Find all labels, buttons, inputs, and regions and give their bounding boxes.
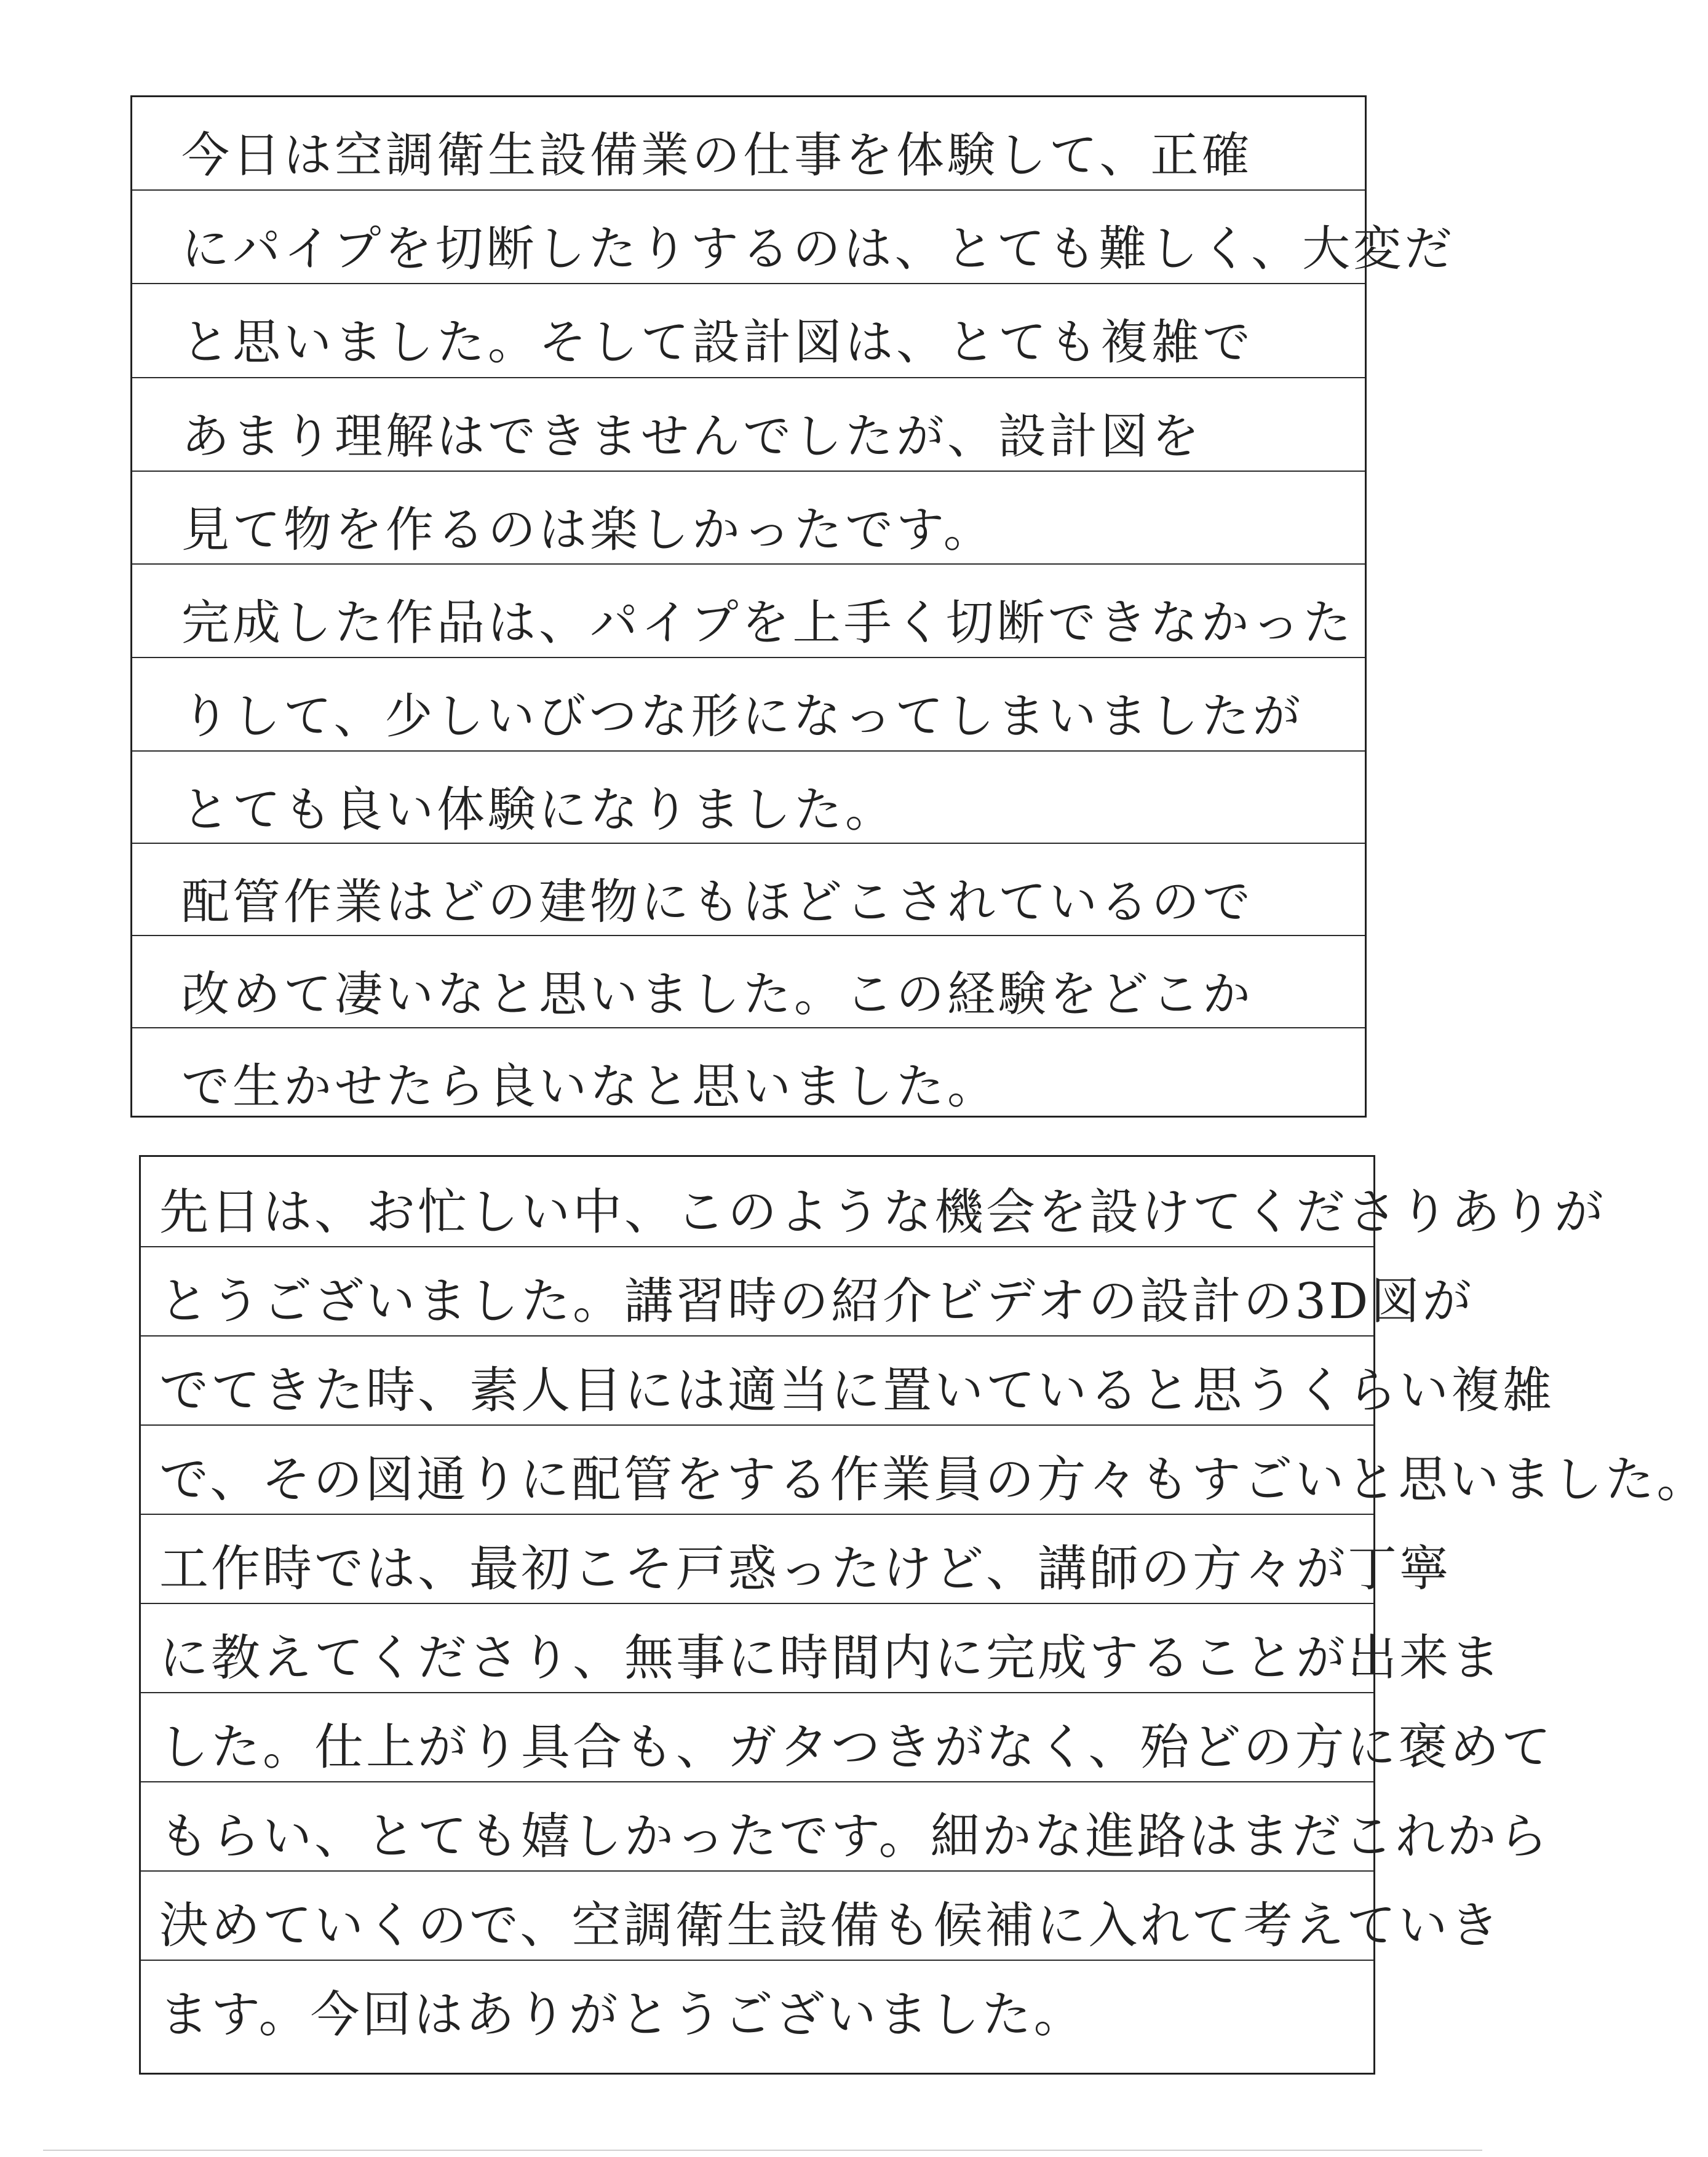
ruled-line	[132, 750, 1365, 752]
essay-2-line-2: とうございました。講習時の紹介ビデオの設計の3D図が	[159, 1273, 1474, 1330]
essay-2-line-9: 決めていくので、空調衛生設備も候補に入れて考えていき	[159, 1897, 1502, 1954]
essay-2-line-5: 工作時では、最初こそ戸惑ったけど、講師の方々が丁寧	[159, 1540, 1451, 1597]
essay-1-line-6: 完成した作品は、パイプを上手く切断できなかった	[181, 595, 1354, 651]
essay-sheet-2	[139, 1155, 1708, 2075]
ruled-line	[141, 1514, 1373, 1515]
ruled-line	[132, 935, 1365, 936]
essay-1-line-9: 配管作業はどの建物にもほどこされているので	[181, 875, 1254, 930]
essay-1-line-2: にパイプを切断したりするのは、とても難しく、大変だ	[181, 221, 1456, 277]
ruled-line	[141, 1781, 1373, 1782]
essay-1-line-8: とても良い体験になりました。	[181, 782, 897, 838]
essay-1-line-10: 改めて凄いなと思いました。この経験をどこか	[181, 967, 1254, 1022]
ruled-line	[141, 1424, 1373, 1426]
ruled-line	[132, 471, 1365, 472]
ruled-line	[141, 1246, 1373, 1247]
ruled-line	[132, 377, 1365, 378]
essay-1-line-3: と思いました。そして設計図は、とても複雑で	[181, 315, 1254, 370]
essay-2-line-7: した。仕上がり具合も、ガタつきがなく、殆どの方に褒めて	[159, 1718, 1554, 1776]
ruled-line	[132, 843, 1365, 844]
essay-1-line-4: あまり理解はできませんでしたが、設計図を	[181, 409, 1203, 464]
ruled-line	[141, 1870, 1373, 1872]
essay-2-line-1: 先日は、お忙しい中、このような機会を設けてくださりありが	[159, 1183, 1606, 1241]
ruled-line	[141, 1603, 1373, 1604]
ruled-line	[132, 563, 1365, 565]
ruled-line	[132, 657, 1365, 658]
essay-1-line-11: で生かせたら良いなと思いました。	[181, 1059, 999, 1114]
ruled-line	[132, 189, 1365, 191]
essay-2-line-10: ます。今回はありがとうございました。	[159, 1986, 1086, 2043]
ruled-line	[141, 1960, 1373, 1961]
essay-2-line-8: もらい、とても嬉しかったです。細かな進路はまだこれから	[159, 1808, 1551, 1865]
essay-2-line-3: でてきた時、素人目には適当に置いていると思うくらい複雑	[159, 1362, 1554, 1419]
essay-sheet-1	[130, 95, 1456, 1118]
essay-2-line-6: に教えてくださり、無事に時間内に完成することが出来ま	[159, 1629, 1503, 1686]
essay-1-line-5: 見て物を作るのは楽しかったです。	[181, 503, 995, 558]
ruled-line	[141, 1335, 1373, 1337]
essay-2-line-4: で、その図通りに配管をする作業員の方々もすごいと思いました。	[159, 1451, 1708, 1508]
essay-1-line-1: 今日は空調衛生設備業の仕事を体験して、正確	[181, 128, 1253, 183]
essay-1-line-7: りして、少しいびつな形になってしまいましたが	[181, 689, 1304, 744]
ruled-line	[132, 283, 1365, 284]
ruled-line	[132, 1027, 1365, 1028]
scan-bottom-edge	[43, 2150, 1482, 2151]
ruled-line	[141, 1692, 1373, 1693]
